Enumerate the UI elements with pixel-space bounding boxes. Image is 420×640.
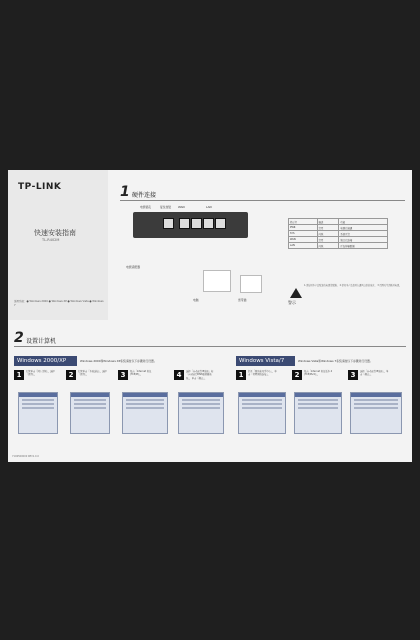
xp-step-1-number: 1 <box>14 370 24 380</box>
xp-step-4-screenshot <box>178 392 224 434</box>
warning-label: 警示 <box>288 300 296 305</box>
table-cell: 常亮 <box>317 237 339 243</box>
pc-label: 电脑 <box>193 298 199 302</box>
vista-step-3-screenshot <box>350 392 402 434</box>
table-cell: LAN <box>289 243 318 249</box>
wan-label: WAN <box>178 205 185 209</box>
section2-number: 2 <box>14 330 24 346</box>
table-header: 指示灯 <box>289 219 318 225</box>
xp-step-2-screenshot <box>70 392 110 434</box>
lan-port-2 <box>191 218 202 229</box>
warning-icon <box>290 288 302 298</box>
pc-illustration <box>203 270 231 292</box>
xp-step-2-number: 2 <box>66 370 76 380</box>
vista-step-2-number: 2 <box>292 370 302 380</box>
router-illustration <box>133 212 248 238</box>
power-jack-label: 电源插孔 <box>140 205 152 209</box>
vista-step-1-number: 1 <box>236 370 246 380</box>
section2-title: 设置计算机 <box>26 338 57 345</box>
cover-panel <box>8 170 108 320</box>
modem-label: 宽带猫 <box>238 298 247 302</box>
power-adapter-label: 电源适配器 <box>126 265 140 269</box>
lan-port-3 <box>203 218 214 229</box>
xp-step-3-text: 双击「Internet 协议 (TCP/IP)」。 <box>130 370 152 377</box>
indicator-table <box>288 218 388 249</box>
xp-step-4-number: 4 <box>174 370 184 380</box>
vista-step-1-text: 打开「网络和共享中心」，单击「管理网络连接」。 <box>248 370 277 377</box>
os-xp-caption: Windows 2000和Windows XP系统请按以下步骤进行设置。 <box>80 359 157 363</box>
compat-systems: 适用系统：● Windows 2000 ● Windows XP ● Windows Vista ● Windows 7 <box>14 300 104 307</box>
warning-notes: 1.请使用本产品配套的电源适配器。 2.请将本产品放置在通风良好的地方。 3.雷雨天气请断开电源。 <box>304 284 402 287</box>
xp-step-3-number: 3 <box>118 370 128 380</box>
reset-label: 复位按钮 <box>160 205 172 209</box>
table-cell: 常亮 <box>317 225 339 231</box>
lan-port-1 <box>179 218 190 229</box>
xp-step-1-text: 右键单击「网上邻居」，选择「属性」。 <box>26 370 55 377</box>
vista-step-2-screenshot <box>294 392 342 434</box>
table-header: 描述 <box>317 219 339 225</box>
section2-rule <box>14 346 406 347</box>
table-cell: 闪烁 <box>317 231 339 237</box>
table-cell: 端口已连接 <box>339 237 388 243</box>
table-row <box>289 243 388 249</box>
os-xp-tab: Windows 2000/XP <box>14 356 77 366</box>
lan-label: LAN <box>206 205 212 209</box>
table-cell: 电源已接通 <box>339 225 388 231</box>
vista-step-3-text: 选择「自动获得IP地址」，单击「确定」。 <box>360 370 389 377</box>
tp-link-logo: TP-LINK <box>18 182 62 192</box>
table-cell: PWR <box>289 225 318 231</box>
os-vista-tab: Windows Vista/7 <box>236 356 295 366</box>
xp-step-3-screenshot <box>122 392 168 434</box>
guide-title: 快速安装指南 <box>34 229 76 237</box>
table-cell: 系统正常 <box>339 231 388 237</box>
table-cell: 正在传输数据 <box>339 243 388 249</box>
table-cell: WAN <box>289 237 318 243</box>
lan-port-4 <box>215 218 226 229</box>
section1-rule <box>120 200 405 201</box>
xp-step-1-screenshot <box>18 392 58 434</box>
model-number: TL-R402M <box>42 238 60 242</box>
section1-title: 硬件连接 <box>132 192 157 199</box>
vista-step-2-text: 双击「Internet 协议版本 4 (TCP/IPv4)」。 <box>304 370 333 377</box>
xp-step-4-text: 选择「自动获得IP地址」和「自动获得DNS服务器地址」，单击「确定」。 <box>186 370 214 380</box>
vista-step-1-screenshot <box>238 392 286 434</box>
section1-number: 1 <box>120 184 130 200</box>
os-vista-caption: Windows Vista和Windows 7系统请按以下步骤进行设置。 <box>298 359 373 363</box>
table-cell: SYS <box>289 231 318 237</box>
modem-illustration <box>240 275 262 293</box>
wan-port <box>163 218 174 229</box>
xp-step-2-text: 右键单击「本地连接」，选择「属性」。 <box>78 370 107 377</box>
table-cell: 闪烁 <box>317 243 339 249</box>
guide-sheet <box>8 170 412 462</box>
vista-step-3-number: 3 <box>348 370 358 380</box>
table-header: 功能 <box>339 219 388 225</box>
footer-code: 7106500000 REV1.0.0 <box>12 455 39 458</box>
